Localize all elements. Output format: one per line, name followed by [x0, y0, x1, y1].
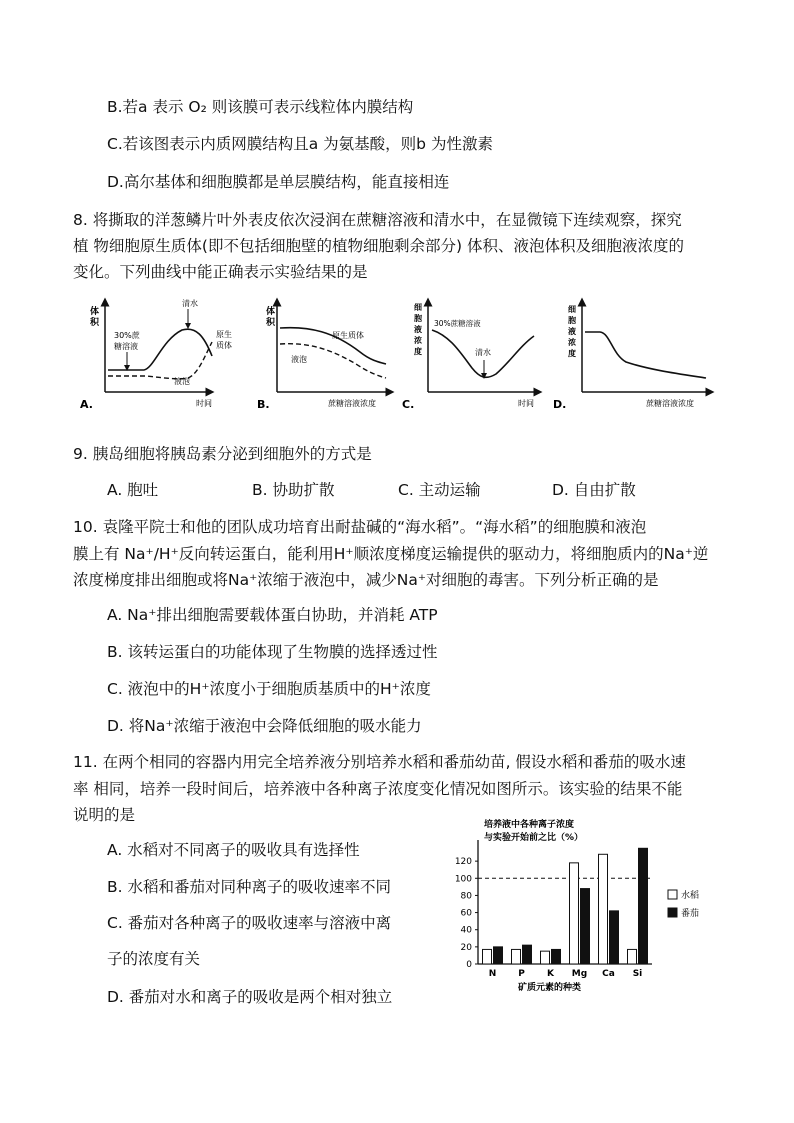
graph-c-ylabel-2: 胞 — [414, 314, 422, 323]
chart-bar-tomato — [552, 949, 561, 964]
graph-c-sucrose-label: 30%蔗糖溶液 — [434, 319, 481, 328]
chart-bar-rice — [628, 949, 637, 964]
graph-d-ylabel-1: 细 — [568, 305, 576, 314]
chart-title-line2: 与实验开始前之比（%） — [484, 833, 584, 843]
graph-a-water-label: 清水 — [182, 299, 198, 308]
graph-d-ylabel-5: 度 — [568, 349, 576, 358]
chart-y-tick-label: 60 — [460, 908, 472, 919]
graph-a-ylabel-1: 体 — [90, 307, 100, 317]
chart-x-tick-label: Si — [632, 969, 643, 979]
chart-x-tick-label: N — [488, 969, 497, 979]
graph-b-ylabel-1: 体 — [266, 307, 276, 317]
chart-y-tick-label: 20 — [460, 942, 472, 953]
graph-d-xlabel: 蔗糖溶液浓度 — [646, 399, 694, 408]
graph-b-vacuole-label: 液泡 — [291, 355, 307, 364]
graph-d-curve — [585, 332, 706, 378]
graph-a-vacuole-label: 液泡 — [174, 377, 190, 386]
chart-title-line1: 培养液中各种离子浓度 — [484, 820, 575, 830]
chart-xlabel: 矿质元素的种类 — [518, 983, 582, 993]
q8-stem-line1: 8. 将撕取的洋葱鳞片叶外表皮依次浸润在蔗糖溶液和清水中，在显微镜下连续观察，探究 — [73, 211, 682, 229]
chart-bar-tomato — [581, 889, 590, 964]
graph-c-letter: C. — [402, 398, 415, 411]
graph-d-letter: D. — [553, 398, 567, 411]
graph-c-ylabel-5: 度 — [414, 347, 422, 356]
graph-b-ylabel-2: 积 — [266, 318, 276, 328]
q8-graph-a — [80, 298, 232, 411]
q7-option-c: C.若该图表示内质网膜结构且a 为氨基酸，则b 为性激素 — [107, 135, 493, 153]
graph-d-ylabel-4: 浓 — [568, 338, 576, 347]
q8-stem-line2: 植 物细胞原生质体(即不包括细胞壁的植物细胞剩余部分) 体积、液泡体积及细胞液浓度的 — [73, 237, 684, 255]
q8-graph-d — [553, 302, 710, 411]
q9-option-d: D. 自由扩散 — [552, 481, 636, 499]
chart-bar-rice — [599, 854, 608, 964]
q10-option-d: D. 将Na⁺浓缩于液泡中会降低细胞的吸水能力 — [107, 717, 422, 735]
graph-a-xlabel: 时间 — [196, 399, 212, 408]
chart-legend-swatch — [668, 890, 677, 899]
q11-option-c-line2: 子的浓度有关 — [107, 950, 201, 968]
graph-d-ylabel-3: 液 — [568, 327, 576, 336]
q11-option-a: A. 水稻对不同离子的吸收具有选择性 — [107, 841, 360, 859]
chart-bar-tomato — [610, 911, 619, 964]
chart-bar-tomato — [494, 947, 503, 964]
chart-y-tick-label: 120 — [454, 857, 472, 868]
graph-d-ylabel-2: 胞 — [568, 316, 576, 325]
q10-option-a: A. Na⁺排出细胞需要载体蛋白协助，并消耗 ATP — [107, 606, 438, 624]
q11-stem-line2: 率 相同，培养一段时间后，培养液中各种离子浓度变化情况如图所示。该实验的结果不能 — [73, 780, 683, 798]
q9-option-c: C. 主动运输 — [398, 481, 481, 499]
chart-y-tick-label: 0 — [466, 960, 472, 970]
q11-option-d: D. 番茄对水和离子的吸收是两个相对独立 — [107, 988, 393, 1006]
q8-stem-line3: 变化。下列曲线中能正确表示实验结果的是 — [73, 263, 368, 281]
chart-bar-tomato — [639, 848, 648, 964]
q10-stem-line1: 10. 袁隆平院士和他的团队成功培育出耐盐碱的“海水稻”。“海水稻”的细胞膜和液泡 — [73, 518, 647, 536]
chart-bar-rice — [512, 949, 521, 964]
graph-a-sucrose-2: 糖溶液 — [114, 342, 138, 351]
chart-x-tick-label: K — [547, 969, 554, 979]
graph-c-xlabel: 时间 — [518, 399, 534, 408]
q8-graph-b — [257, 302, 390, 411]
graph-b-proto-label: 原生质体 — [332, 331, 364, 340]
graph-c-ylabel-1: 细 — [414, 303, 422, 312]
q10-option-c: C. 液泡中的H⁺浓度小于细胞质基质中的H⁺浓度 — [107, 680, 431, 698]
q9-stem: 9. 胰岛细胞将胰岛素分泌到细胞外的方式是 — [73, 445, 372, 463]
q10-stem-line3: 浓度梯度排出细胞或将Na⁺浓缩于液泡中，减少Na⁺对细胞的毒害。下列分析正确的是 — [73, 571, 659, 589]
chart-bar-rice — [541, 951, 550, 964]
ion-concentration-chart — [440, 812, 730, 994]
q11-option-b: B. 水稻和番茄对同种离子的吸收速率不同 — [107, 878, 391, 896]
chart-bar-rice — [483, 949, 492, 964]
graph-c-water-label: 清水 — [475, 348, 491, 357]
chart-bar-tomato — [523, 945, 532, 964]
chart-x-tick-label: P — [518, 969, 525, 979]
graph-a-proto-1: 原生 — [216, 330, 232, 339]
q11-stem-line3: 说明的是 — [73, 806, 136, 824]
q8-graph-c — [402, 302, 538, 411]
q9-option-a: A. 胞吐 — [107, 481, 159, 499]
chart-y-tick-label: 40 — [460, 925, 472, 936]
q10-option-b: B. 该转运蛋白的功能体现了生物膜的选择透过性 — [107, 643, 438, 661]
q7-option-b: B.若a 表示 O₂ 则该膜可表示线粒体内膜结构 — [107, 98, 414, 116]
graph-a-proto-2: 质体 — [216, 341, 232, 350]
q7-option-d: D.高尔基体和细胞膜都是单层膜结构，能直接相连 — [107, 173, 450, 191]
q9-option-b: B. 协助扩散 — [252, 481, 335, 499]
graph-c-ylabel-3: 液 — [414, 325, 422, 334]
q11-stem-line1: 11. 在两个相同的容器内用完全培养液分别培养水稻和番茄幼苗, 假设水稻和番茄的吸水速 — [73, 753, 686, 771]
chart-y-tick-label: 100 — [454, 874, 472, 885]
graph-a-ylabel-2: 积 — [90, 318, 100, 328]
graph-a-letter: A. — [80, 398, 93, 411]
q10-stem-line2: 膜上有 Na⁺/H⁺反向转运蛋白，能利用H⁺顺浓度梯度运输提供的驱动力，将细胞质内的Na⁺逆 — [73, 545, 709, 563]
graph-c-ylabel-4: 浓 — [414, 336, 422, 345]
q11-option-c-line1: C. 番茄对各种离子的吸收速率与溶液中离 — [107, 914, 392, 932]
chart-legend-label: 水稻 — [681, 891, 700, 901]
q8-graphs — [70, 292, 740, 420]
chart-legend-swatch — [668, 908, 677, 917]
graph-a-sucrose-1: 30%蔗 — [114, 331, 140, 340]
graph-b-letter: B. — [257, 398, 270, 411]
chart-bar-rice — [570, 863, 579, 964]
chart-x-tick-label: Ca — [602, 969, 615, 979]
graph-b-xlabel: 蔗糖溶液浓度 — [328, 399, 376, 408]
chart-y-tick-label: 80 — [460, 891, 472, 902]
chart-legend-label: 番茄 — [681, 909, 700, 919]
chart-x-tick-label: Mg — [571, 969, 588, 979]
